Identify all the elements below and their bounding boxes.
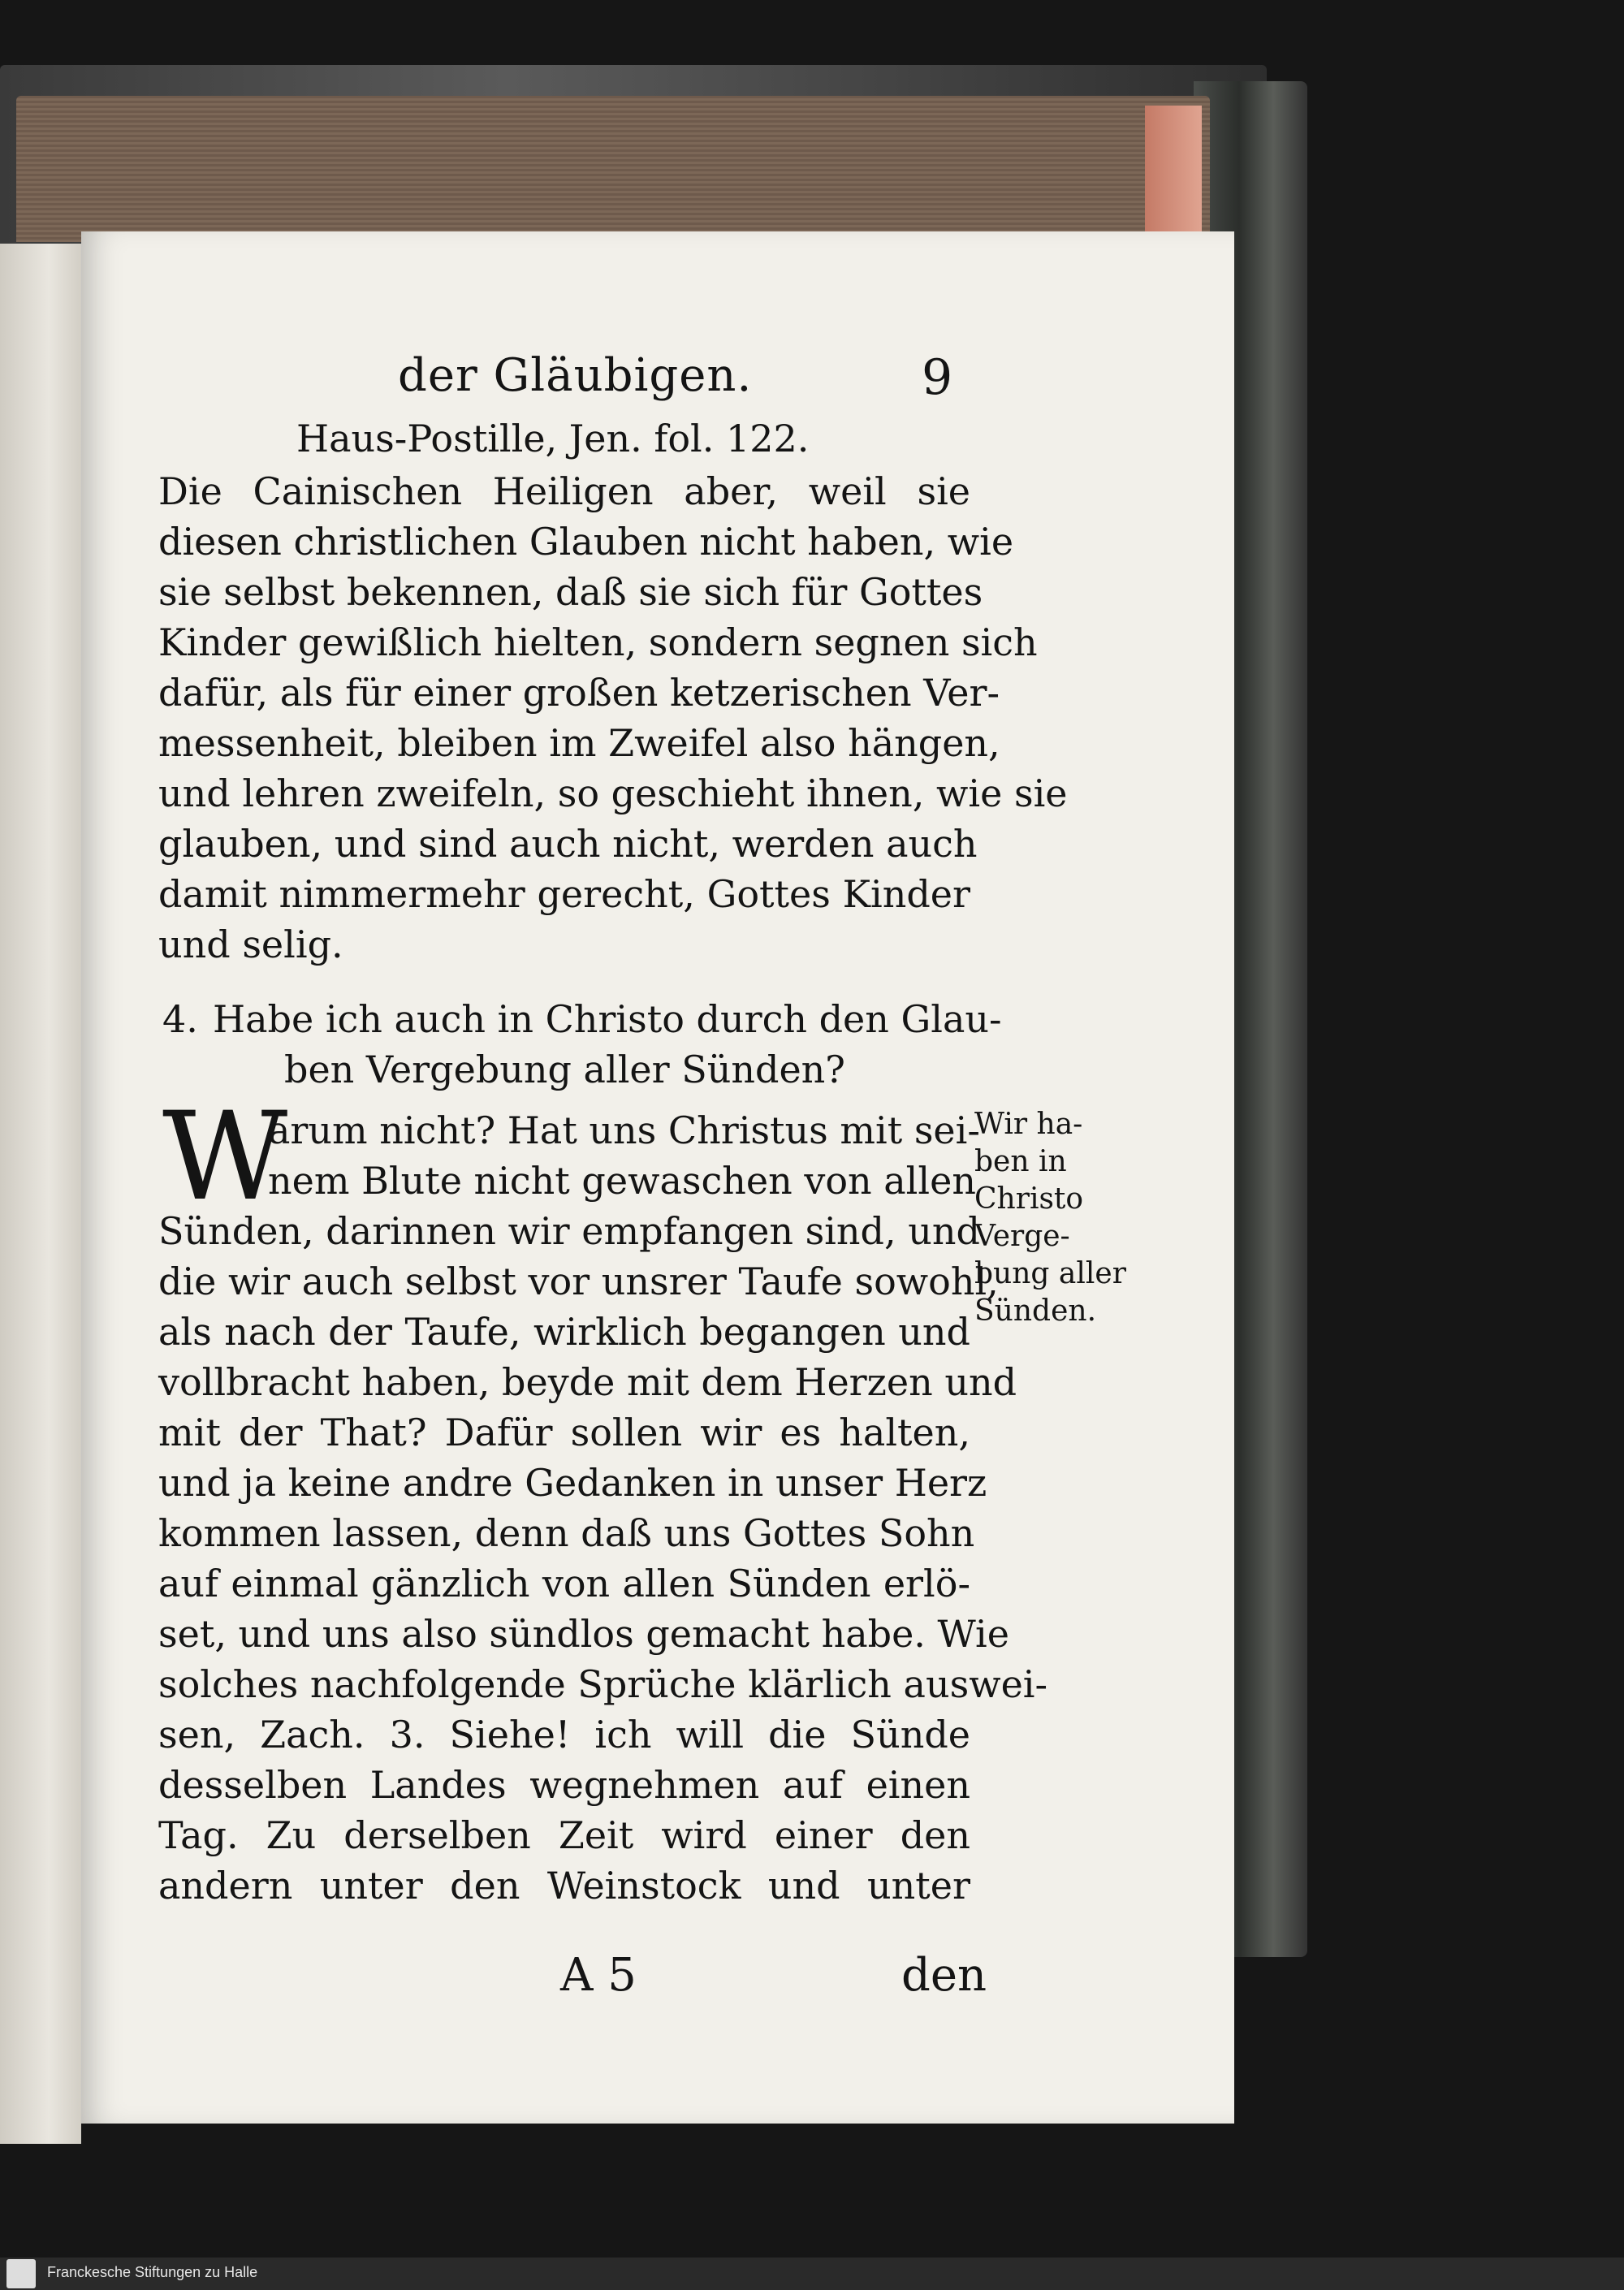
- running-head: der Gläubigen.: [398, 349, 753, 402]
- text-line: dafür, als für einer großen ketzerischen Ver-: [158, 671, 1000, 715]
- text-line: desselben Landes wegnehmen auf einen: [158, 1763, 970, 1807]
- text-line: set, und uns also sündlos gemacht habe. Wie: [158, 1612, 1009, 1656]
- text-line: mit der That? Dafür sollen wir es halten,: [158, 1411, 970, 1454]
- marginal-note-line: Verge-: [974, 1220, 1070, 1253]
- text-line: sie selbst bekennen, daß sie sich für Gottes: [158, 570, 983, 614]
- text-line: und ja keine andre Gedanken in unser Herz: [158, 1461, 987, 1505]
- footer-institution: Franckesche Stiftungen zu Halle: [47, 2264, 258, 2280]
- marginal-note-line: Christo: [974, 1182, 1084, 1216]
- marginal-note-line: bung aller: [974, 1257, 1126, 1290]
- text-line: nem Blute nicht gewaschen von allen: [268, 1159, 976, 1203]
- catchword: den: [901, 1949, 987, 2002]
- text-line: solches nachfolgende Sprüche klärlich auswei-: [158, 1662, 1048, 1706]
- question-heading: ben Vergebung aller Sünden?: [284, 1048, 845, 1091]
- text-line: Die Cainischen Heiligen aber, weil sie: [158, 469, 970, 513]
- red-edge-marking: [1145, 106, 1202, 235]
- text-line: glauben, und sind auch nicht, werden auch: [158, 822, 978, 866]
- text-line: diesen christlichen Glauben nicht haben, wie: [158, 520, 1014, 564]
- institution-logo-icon: [6, 2259, 36, 2288]
- text-line: auf einmal gänzlich von allen Sünden erlö-: [158, 1562, 970, 1605]
- marginal-note-line: ben in: [974, 1145, 1067, 1178]
- text-line: vollbracht haben, beyde mit dem Herzen und: [158, 1360, 1017, 1404]
- text-line: Sünden, darinnen wir empfangen sind, und: [158, 1209, 980, 1253]
- text-line: Kinder gewißlich hielten, sondern segnen sich: [158, 620, 1038, 664]
- text-line: andern unter den Weinstock und unter: [158, 1864, 970, 1908]
- question-heading: Habe ich auch in Christo durch den Glau-: [213, 997, 1002, 1041]
- signature-mark: A 5: [560, 1949, 637, 2002]
- marginal-note-line: Wir ha-: [974, 1108, 1083, 1141]
- marginal-note-line: Sünden.: [974, 1294, 1097, 1328]
- text-line: und selig.: [158, 922, 343, 966]
- page-block-top-edge: [16, 96, 1210, 242]
- text-line: kommen lassen, denn daß uns Gottes Sohn: [158, 1511, 975, 1555]
- page-number: 9: [922, 349, 953, 406]
- text-line: sen, Zach. 3. Siehe! ich will die Sünde: [158, 1713, 970, 1756]
- drop-cap: W: [162, 1087, 288, 1228]
- question-number: 4.: [162, 997, 198, 1041]
- left-page-fragment: [0, 244, 81, 2144]
- text-line: die wir auch selbst vor unsrer Taufe sowohl,: [158, 1260, 999, 1303]
- text-line: damit nimmermehr gerecht, Gottes Kinder: [158, 872, 970, 916]
- text-line: als nach der Taufe, wirklich begangen und: [158, 1310, 970, 1354]
- marginal-note: [974, 1106, 1137, 1330]
- text-line: Haus-Postille, Jen. fol. 122.: [296, 417, 810, 460]
- text-line: und lehren zweifeln, so geschieht ihnen, wie sie: [158, 771, 1068, 815]
- text-line: arum nicht? Hat uns Christus mit sei-: [268, 1108, 980, 1152]
- text-line: Tag. Zu derselben Zeit wird einer den: [158, 1813, 970, 1857]
- text-line: messenheit, bleiben im Zweifel also hängen,: [158, 721, 1000, 765]
